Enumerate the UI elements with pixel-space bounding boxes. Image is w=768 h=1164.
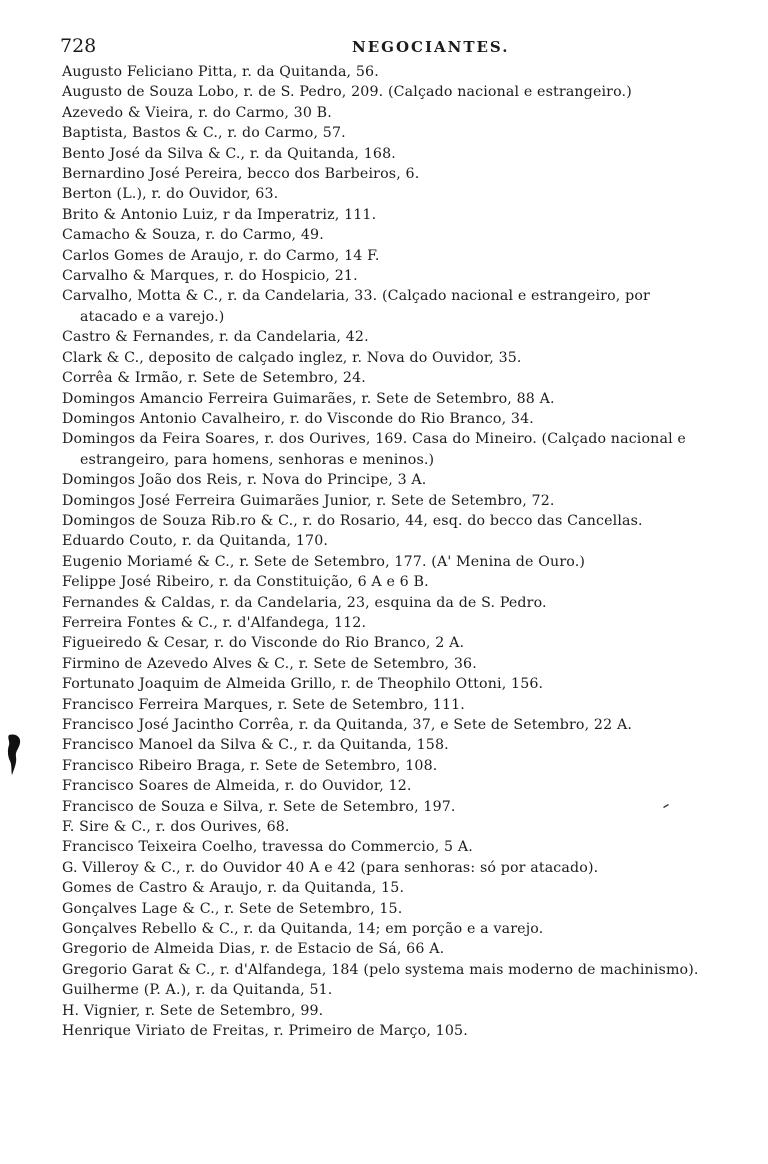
merchant-entry: Domingos de Souza Rib.ro & C., r. do Rosario, 44, esq. do becco das Cancellas. [62, 512, 643, 529]
running-head: NEGOCIANTES. [352, 38, 510, 56]
merchant-entry: Carvalho & Marques, r. do Hospicio, 21. [62, 268, 358, 285]
merchant-entry: Firmino de Azevedo Alves & C., r. Sete de Setembro, 36. [62, 655, 477, 672]
merchant-entry: Gonçalves Rebello & C., r. da Quitanda, 14; em porção e a varejo. [62, 921, 544, 938]
merchant-entry: Francisco de Souza e Silva, r. Sete de Setembro, 197. [62, 798, 456, 815]
merchant-entry: Francisco Ferreira Marques, r. Sete de Setembro, 111. [62, 696, 465, 713]
merchant-entry: Eduardo Couto, r. da Quitanda, 170. [62, 533, 329, 550]
merchant-entry: Domingos Amancio Ferreira Guimarães, r. Sete de Setembro, 88 A. [62, 390, 555, 407]
merchant-entry: Azevedo & Vieira, r. do Carmo, 30 B. [62, 104, 332, 121]
merchant-entry: Ferreira Fontes & C., r. d'Alfandega, 112. [62, 614, 367, 631]
merchant-entry: Castro & Fernandes, r. da Candelaria, 42. [62, 329, 369, 346]
merchant-entry: Augusto de Souza Lobo, r. de S. Pedro, 209. (Calçado nacional e estrangeiro.) [62, 84, 632, 101]
page-header [60, 34, 700, 58]
merchant-entry: Corrêa & Irmão, r. Sete de Setembro, 24. [62, 370, 366, 387]
merchant-entry: Brito & Antonio Luiz, r da Imperatriz, 111. [62, 206, 377, 223]
merchant-entry: Gomes de Castro & Araujo, r. da Quitanda, 15. [62, 880, 405, 897]
merchant-entry: Carlos Gomes de Araujo, r. do Carmo, 14 F. [62, 247, 380, 264]
merchant-entry: Carvalho, Motta & C., r. da Candelaria, 33. (Calçado nacional e estrangeiro, por atacado e a varejo.) [62, 288, 650, 325]
merchant-entry: Francisco Soares de Almeida, r. do Ouvidor, 12. [62, 778, 412, 795]
merchant-entry: Bernardino José Pereira, becco dos Barbeiros, 6. [62, 166, 420, 183]
merchant-entry: Fernandes & Caldas, r. da Candelaria, 23, esquina da de S. Pedro. [62, 594, 547, 611]
ink-blot-mark [6, 733, 22, 777]
merchant-entry: F. Sire & C., r. dos Ourives, 68. [62, 819, 290, 836]
merchant-entry: Fortunato Joaquim de Almeida Grillo, r. de Theophilo Ottoni, 156. [62, 676, 544, 693]
print-speck [663, 804, 669, 808]
merchant-entry: Francisco Manoel da Silva & C., r. da Quitanda, 158. [62, 737, 449, 754]
merchant-entry: Guilherme (P. A.), r. da Quitanda, 51. [62, 982, 333, 999]
merchant-entry: Domingos da Feira Soares, r. dos Ourives, 169. Casa do Mineiro. (Calçado nacional e estrangeiro, para homens, senhoras e meninos.) [62, 431, 686, 468]
merchant-entry: Domingos Antonio Cavalheiro, r. do Visconde do Rio Branco, 34. [62, 410, 534, 427]
merchant-entry: Gregorio Garat & C., r. d'Alfandega, 184 (pelo systema mais moderno de machinismo). [62, 961, 699, 978]
merchant-entry: G. Villeroy & C., r. do Ouvidor 40 A e 42 (para senhoras: só por atacado). [62, 859, 599, 876]
merchant-entry: Francisco Teixeira Coelho, travessa do Commercio, 5 A. [62, 839, 473, 856]
merchant-entry: Felippe José Ribeiro, r. da Constituição, 6 A e 6 B. [62, 574, 429, 591]
merchant-entry: Gonçalves Lage & C., r. Sete de Setembro, 15. [62, 900, 403, 917]
merchant-entry: Domingos João dos Reis, r. Nova do Principe, 3 A. [62, 472, 427, 489]
merchant-entry: Camacho & Souza, r. do Carmo, 49. [62, 227, 324, 244]
merchant-entry: Figueiredo & Cesar, r. do Visconde do Rio Branco, 2 A. [62, 635, 465, 652]
merchant-entry: Augusto Feliciano Pitta, r. da Quitanda, 56. [62, 64, 379, 80]
merchant-list [62, 62, 712, 1042]
merchant-entry: Francisco Ribeiro Braga, r. Sete de Setembro, 108. [62, 757, 438, 774]
merchant-entry: Francisco José Jacintho Corrêa, r. da Quitanda, 37, e Sete de Setembro, 22 A. [62, 717, 632, 733]
merchant-entry: Bento José da Silva & C., r. da Quitanda, 168. [62, 145, 396, 162]
merchant-entry: Eugenio Moriamé & C., r. Sete de Setembro, 177. (A' Menina de Ouro.) [62, 553, 586, 570]
merchant-entry: Domingos José Ferreira Guimarães Junior, r. Sete de Setembro, 72. [62, 492, 555, 509]
merchant-entry: Henrique Viriato de Freitas, r. Primeiro de Março, 105. [62, 1023, 468, 1040]
merchant-entry: Baptista, Bastos & C., r. do Carmo, 57. [62, 125, 346, 142]
merchant-entry: H. Vignier, r. Sete de Setembro, 99. [62, 1002, 324, 1019]
merchant-entry: Gregorio de Almeida Dias, r. de Estacio de Sá, 66 A. [62, 941, 445, 958]
merchant-entry: Berton (L.), r. do Ouvidor, 63. [62, 186, 279, 203]
page-number: 728 [60, 35, 97, 57]
merchant-entry: Clark & C., deposito de calçado inglez, r. Nova do Ouvidor, 35. [62, 349, 522, 366]
